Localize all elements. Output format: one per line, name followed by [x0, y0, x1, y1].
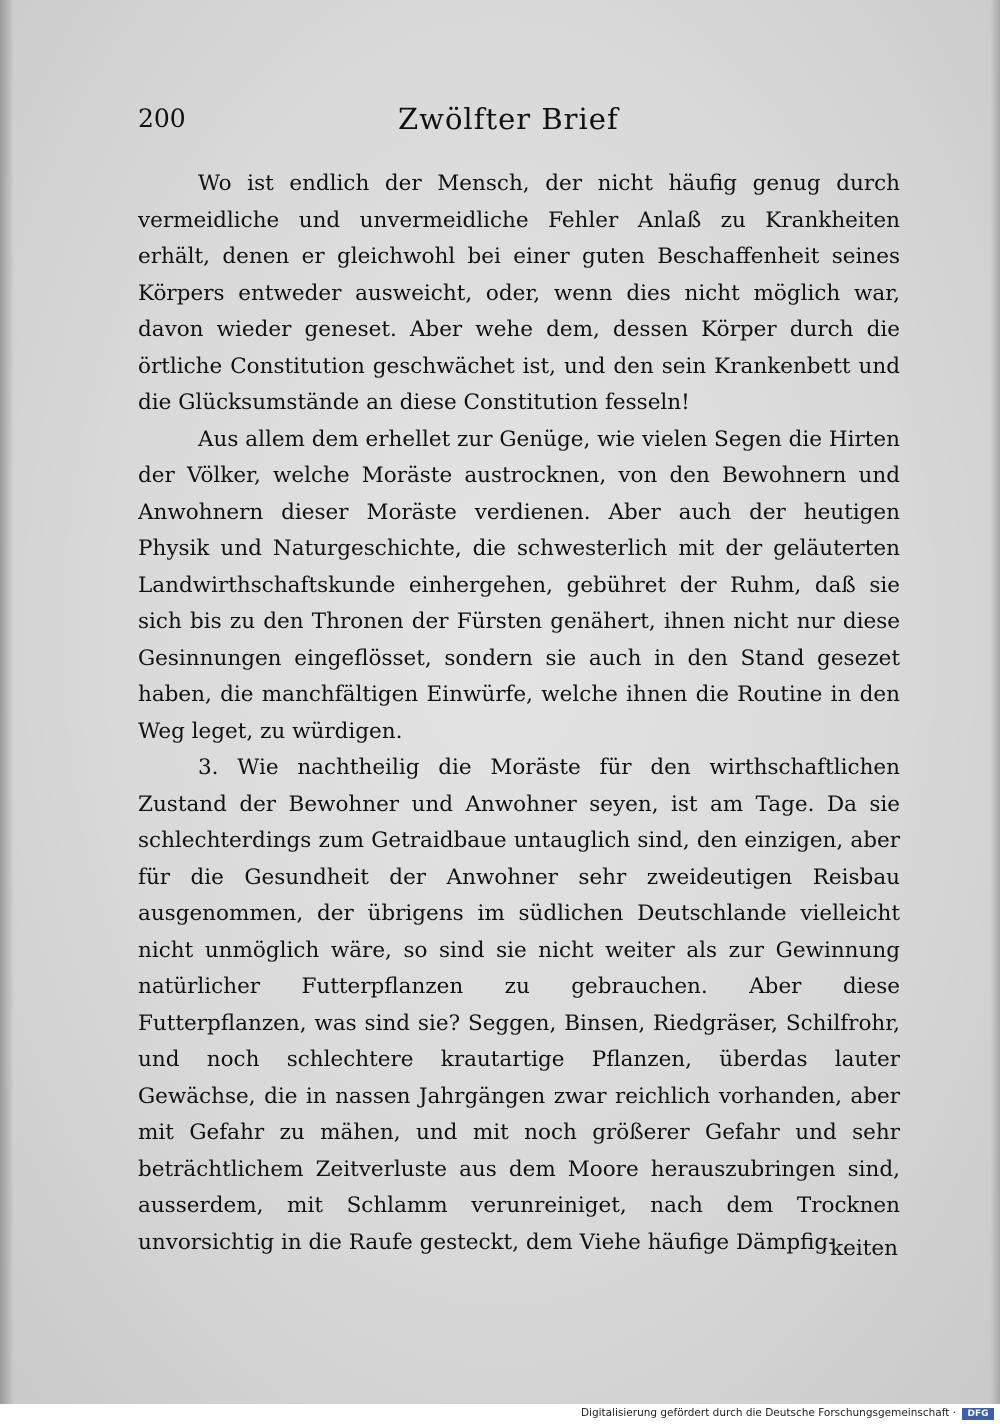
page-header	[138, 104, 898, 144]
digitization-footer	[0, 1404, 1000, 1424]
paragraph-1: Wo ist endlich der Mensch, der nicht häufig genug durch vermeidliche und unvermeidliche Fehler Anlaß zu Krankheiten erhält, denen er gleichwohl bei einer guten Beschaffenheit seines Körpers entweder ausweicht, oder, wenn dies nicht möglich war, davon wieder geneset. Aber wehe dem, dessen Körper durch die örtliche Constitution geschwächet ist, und den sein Krankenbett und die Glücksumstände an diese Constitution fesseln!	[138, 171, 900, 415]
catchword: keiten	[830, 1236, 898, 1261]
paragraph-3: 3. Wie nachtheilig die Moräste für den wirthschaftlichen Zustand der Bewohner und Anwohner seyen, ist am Tage. Da sie schlechterdings zum Getraidbaue untauglich sind, den einzigen, aber für die Gesundheit der Anwohner sehr zweideutigen Reisbau ausgenommen, der übrigens im südlichen Deutschlande vielleicht nicht unmöglich wäre, so sind sie nicht weiter als zur Gewinnung natürlicher Futterpflanzen zu gebrauchen. Aber diese Futterpflanzen, was sind sie? Seggen, Binsen, Riedgräser, Schilfrohr, und noch schlechtere krautartige Pflanzen, überdas lauter Gewächse, die in nassen Jahrgängen zwar reichlich vorhanden, aber mit Gefahr zu mähen, und mit noch größerer Gefahr und sehr beträchtlichem Zeitverluste aus dem Moore herauszubringen sind, ausserdem, mit Schlamm verunreiniget, nach dem Trocknen unvorsichtig in die Raufe gesteckt, dem Viehe häufige Dämpfig-	[138, 755, 900, 1255]
page-number: 200	[138, 104, 186, 133]
dfg-logo: DFG	[962, 1408, 994, 1420]
page-edge-shadow-right	[990, 0, 1000, 1404]
funding-credit: Digitalisierung gefördert durch die Deutsche Forschungsgemeinschaft ·	[580, 1407, 956, 1419]
running-title: Zwölfter Brief	[398, 102, 619, 136]
paragraph-2: Aus allem dem erhellet zur Genüge, wie vielen Segen die Hirten der Völker, welche Moräste austrocknen, von den Bewohnern und Anwohnern dieser Moräste verdienen. Aber auch der heutigen Physik und Naturgeschichte, die schwesterlich mit der geläuterten Landwirthschaftskunde einhergehen, gebühret der Ruhm, daß sie sich bis zu den Thronen der Fürsten genähert, ihnen nicht nur diese Gesinnungen eingeflösset, sondern sie auch in den Stand gesezet haben, die manchfältigen Einwürfe, welche ihnen die Routine in den Weg leget, zu würdigen.	[138, 426, 900, 744]
page-edge-shadow-left	[0, 0, 14, 1404]
body-text	[138, 166, 900, 1261]
